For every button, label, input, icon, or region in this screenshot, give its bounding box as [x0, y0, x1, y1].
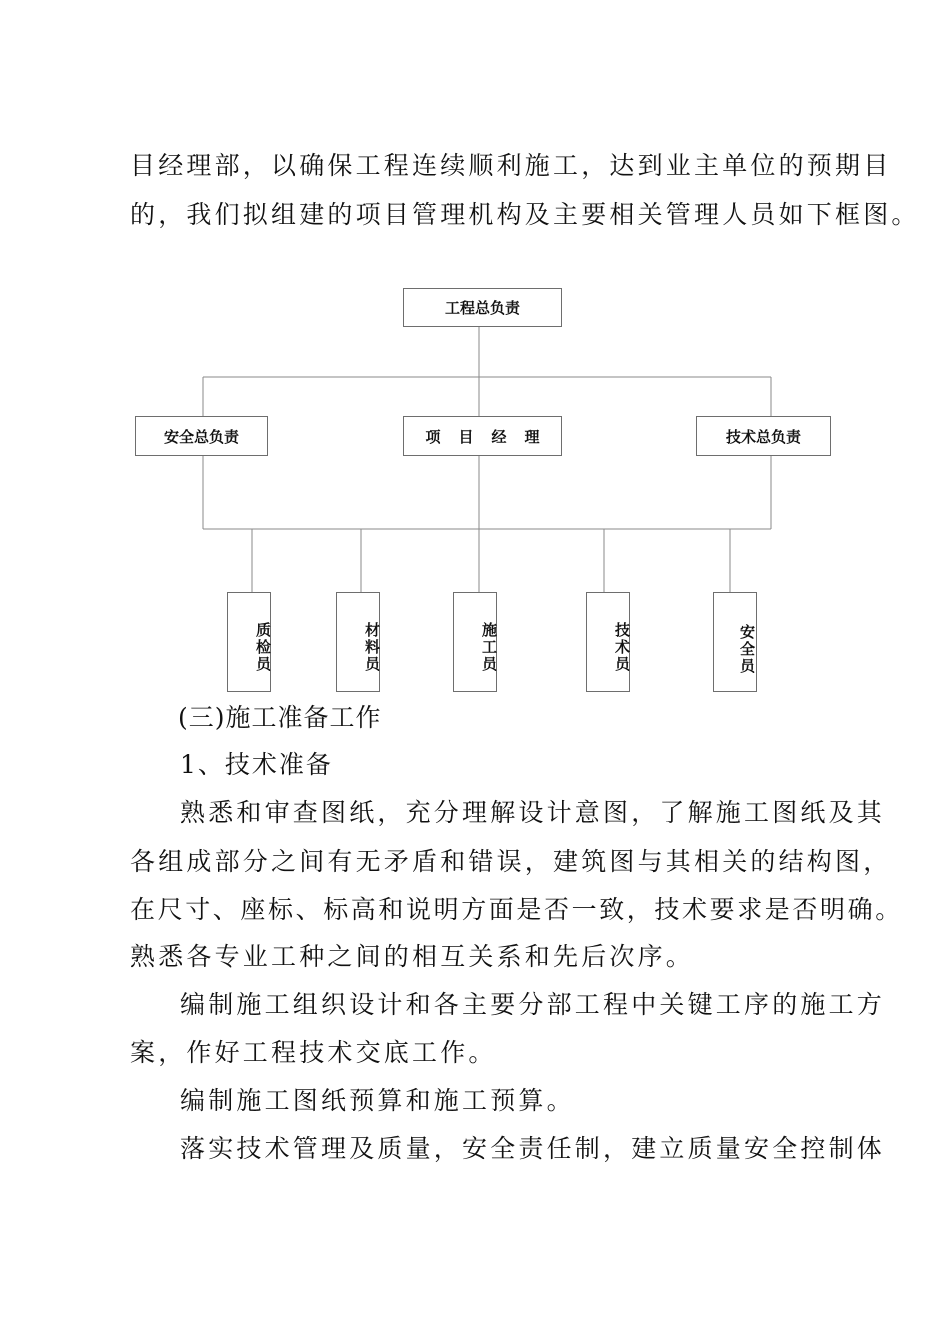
org-box-construction-officer: 施工员	[453, 592, 497, 692]
org-box-quality-inspector: 质检员	[227, 592, 271, 692]
org-box-technician: 技术员	[586, 592, 630, 692]
p1-line-2: 各组成部分之间有无矛盾和错误，建筑图与其相关的结构图，	[130, 847, 892, 876]
org-box-technical-director: 技术总负责	[696, 416, 831, 456]
p1-line-1: 熟悉和审查图纸，充分理解设计意图，了解施工图纸及其	[180, 798, 886, 827]
p1-line-4: 熟悉各专业工种之间的相互关系和先后次序。	[130, 942, 695, 971]
org-box-safety-director: 安全总负责	[135, 416, 268, 456]
p2-line-1: 编制施工组织设计和各主要分部工程中关键工序的施工方	[180, 990, 886, 1019]
p3-line-1: 编制施工图纸预算和施工预算。	[180, 1086, 575, 1115]
p4-line-1: 落实技术管理及质量，安全责任制，建立质量安全控制体	[180, 1134, 886, 1163]
org-box-safety-officer: 安全员	[713, 592, 757, 692]
p2-line-2: 案，作好工程技术交底工作。	[130, 1038, 497, 1067]
subheading: 1、技术准备	[180, 750, 333, 779]
org-box-materials-officer: 材料员	[336, 592, 380, 692]
section-heading: (三)施工准备工作	[178, 703, 382, 732]
p1-line-3: 在尺寸、座标、标高和说明方面是否一致，技术要求是否明确。	[130, 895, 903, 924]
intro-line-2: 的，我们拟组建的项目管理机构及主要相关管理人员如下框图。	[130, 200, 920, 229]
org-box-project-manager: 项目经理	[403, 416, 562, 456]
intro-line-1: 目经理部，以确保工程连续顺利施工，达到业主单位的预期目	[130, 151, 892, 180]
org-box-general-manager: 工程总负责	[403, 288, 562, 327]
